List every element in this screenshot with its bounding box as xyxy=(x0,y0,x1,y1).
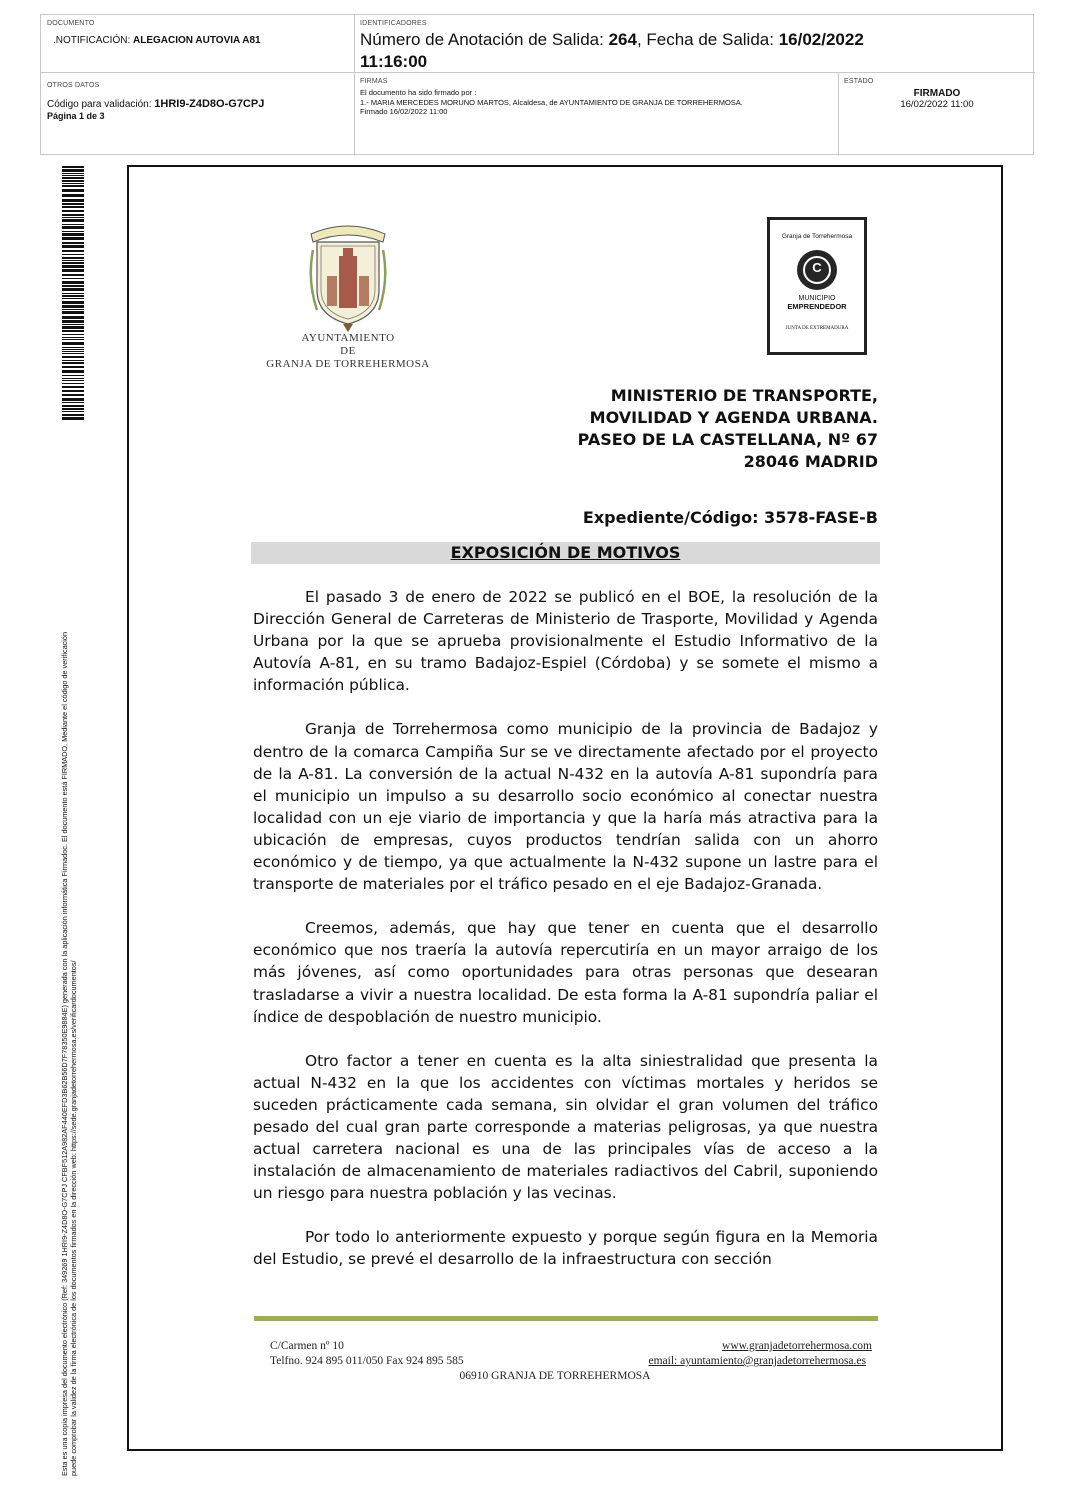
id-date: 16/02/2022 xyxy=(778,30,864,49)
barcode-bar xyxy=(62,375,84,376)
status-date: 16/02/2022 11:00 xyxy=(900,99,974,110)
barcode-bar xyxy=(62,370,84,373)
barcode-bar xyxy=(62,177,84,179)
barcode-bar xyxy=(62,260,84,261)
barcode-bar xyxy=(62,309,84,310)
barcode-bar xyxy=(62,245,84,248)
barcode-bar xyxy=(62,311,84,314)
barcode-bar xyxy=(62,394,84,396)
footer-email-link[interactable]: email: ayuntamiento@granjadetorrehermosa.es xyxy=(648,1355,866,1367)
footer-website-link[interactable]: www.granjadetorrehermosa.com xyxy=(722,1340,872,1352)
footer-row-2 xyxy=(270,1354,880,1369)
barcode-bar xyxy=(62,295,84,297)
status-value: FIRMADO xyxy=(913,88,961,99)
barcode-bar xyxy=(62,173,84,174)
footer-phone: Telfno. 924 895 011/050 Fax 924 895 585 xyxy=(270,1355,464,1367)
barcode-bar xyxy=(62,339,84,340)
barcode-bar xyxy=(62,324,84,325)
verification-side-text xyxy=(60,426,78,1476)
barcode-bar xyxy=(62,183,84,184)
footer-divider xyxy=(254,1316,878,1321)
barcode-bar xyxy=(62,206,84,208)
document-title xyxy=(53,35,348,46)
barcode-bar xyxy=(62,390,84,392)
id-time: 11:16:00 xyxy=(360,52,428,71)
signature-line-2: 1.- MARIA MERCEDES MORUNO MARTOS, Alcaldesa, de AYUNTAMIENTO DE GRANJA DE TORREHERMOSA. xyxy=(360,97,743,107)
barcode-bar xyxy=(62,203,84,205)
address-line-1: MINISTERIO DE TRANSPORTE, xyxy=(610,386,878,405)
barcode-bar xyxy=(62,199,84,202)
address-line-2: MOVILIDAD Y AGENDA URBANA. xyxy=(589,408,878,427)
barcode-bar xyxy=(62,360,84,361)
barcode-bar xyxy=(62,185,84,187)
barcode-bar xyxy=(62,305,84,308)
barcode-bar xyxy=(62,250,84,252)
footer-row-1 xyxy=(270,1339,880,1354)
barcode-bar xyxy=(62,175,84,176)
barcode-bar xyxy=(62,237,84,240)
barcode-bar xyxy=(62,269,84,272)
barcode-bar xyxy=(62,408,84,410)
barcode-bar xyxy=(62,231,84,232)
logo-text-line-3: GRANJA DE TORREHERMOSA xyxy=(266,358,430,370)
paragraph-3: Creemos, además, que hay que tener en cuenta que el desarrollo económico que nos traería la autovía repercutiría en un mayor arraigo de los más jóvenes, así como oportunidades para otras personas que desearan trasladarse a vivir a nuestra localidad. De esta forma la A-81 supondría paliar el índice de despoblación de nuestro municipio. xyxy=(253,919,878,1026)
id-prefix: Número de Anotación de Salida: xyxy=(360,30,604,49)
otros-datos-label: OTROS DATOS xyxy=(47,82,100,89)
barcode-bar xyxy=(62,316,84,319)
barcode-bar xyxy=(62,334,84,335)
barcode-bar xyxy=(62,281,84,284)
barcode-bar xyxy=(62,362,84,364)
barcode-bar xyxy=(62,398,84,401)
barcode-bar xyxy=(62,383,84,384)
badge-line-1: MUNICIPIO xyxy=(798,295,836,302)
barcode-bar xyxy=(62,386,84,388)
paragraph-4: Otro factor a tener en cuenta es la alta siniestralidad que presenta la actual N-432 en la que los accidentes con víctimas mortales y heridos se suceden prácticamente cada semana, sin olvidar el gran volumen del tráfico pesado del cual gran parte corresponde a materias peligrosas, ya que nuestra actual carretera nacional es una de las principales vías de acceso a la instalación de almacenamiento de materiales radiactivos del Cabril, suponiendo un riesgo para nuestra población y las vecinas. xyxy=(253,1051,878,1203)
registration-identifier xyxy=(360,29,1030,73)
barcode-bar xyxy=(62,189,84,192)
section-title: EXPOSICIÓN DE MOTIVOS xyxy=(450,543,681,562)
barcode-bar xyxy=(62,411,84,412)
barcode-bar xyxy=(62,166,84,168)
barcode-bar xyxy=(62,288,84,291)
coat-of-arms-icon xyxy=(303,220,393,332)
barcode-bar xyxy=(62,285,84,287)
badge-line-3: JUNTA DE EXTREMADURA xyxy=(785,326,849,331)
recipient-address xyxy=(520,385,878,473)
barcode-bar xyxy=(62,380,84,381)
barcode-bar xyxy=(62,242,84,244)
barcode-bar xyxy=(62,414,84,416)
barcode-bar xyxy=(62,226,84,229)
documento-label: DOCUMENTO xyxy=(47,20,95,27)
barcode-bar xyxy=(62,217,84,218)
barcode-bar xyxy=(62,265,84,268)
logo-text-line-2: DE xyxy=(340,345,356,357)
barcode-bar xyxy=(62,233,84,236)
barcode-bar xyxy=(62,351,84,352)
document-header-table xyxy=(40,14,1034,155)
paragraph-1: El pasado 3 de enero de 2022 se publicó en el BOE, la resolución de la Dirección General de Carreteras de Ministerio de Trasporte, Movilidad y Agenda Urbana por la que se aprueba provisionalmente el Estudio Informativo de la Autovía A-81, en su tramo Badajoz-Espiel (Córdoba) y se somete el mismo a información pública. xyxy=(253,588,878,695)
emprendedor-logo-icon xyxy=(797,250,837,290)
barcode-bar xyxy=(62,278,84,279)
validation-code xyxy=(47,98,348,110)
signature-details xyxy=(360,88,833,117)
barcode-bar xyxy=(62,254,84,255)
firmas-label: FIRMAS xyxy=(360,78,388,85)
barcode-bar xyxy=(62,320,84,323)
firmas-cell xyxy=(355,73,839,156)
footer-address: C/Carmen nº 10 xyxy=(270,1340,344,1352)
barcode-bar xyxy=(62,337,84,338)
document-title-prefix: .NOTIFICACIÓN: xyxy=(53,35,131,46)
document-title-value: ALEGACION AUTOVIA A81 xyxy=(133,35,261,46)
badge-line-2: EMPRENDEDOR xyxy=(787,302,847,311)
side-text-line-1: Esta es una copia impresa del documento electrónico (Ref: 349269 1HRI9-Z4D8O-G7CPJ CFBF512A982AF440EFD3B62B56D7F78350E9884E) generada con la aplicación informática Firmadoc. El documento está FIRMADO. Mediante el código de verificación xyxy=(60,631,69,1476)
barcode-bar xyxy=(62,417,84,420)
otros-datos-cell xyxy=(41,73,355,156)
identificadores-cell xyxy=(355,15,1035,73)
signature-line-3: Firmado 16/02/2022 11:00 xyxy=(360,107,448,116)
barcode-bar xyxy=(62,342,84,345)
documento-cell xyxy=(41,15,355,73)
barcode-bar xyxy=(62,169,84,172)
page-info: Página 1 de 3 xyxy=(47,111,105,121)
address-line-4: 28046 MADRID xyxy=(743,452,878,471)
barcode-bar xyxy=(62,219,84,222)
barcode-bar xyxy=(62,349,84,350)
barcode-bar xyxy=(62,274,84,276)
barcode-bar xyxy=(62,293,84,294)
validation-prefix: Código para validación: xyxy=(47,99,152,110)
barcode-bar xyxy=(62,366,84,368)
status-block xyxy=(844,88,1030,110)
validation-code-value: 1HRI9-Z4D8O-G7CPJ xyxy=(154,98,265,110)
barcode-bar xyxy=(62,402,84,403)
signature-line-1: El documento ha sido firmado por : xyxy=(360,88,477,97)
barcode-bar xyxy=(62,353,84,354)
town-hall-logo xyxy=(258,220,438,380)
verification-barcode xyxy=(62,166,84,420)
id-mid: , Fecha de Salida: xyxy=(636,30,774,49)
barcode-bar xyxy=(62,262,84,264)
letter-footer xyxy=(270,1339,880,1384)
badge-town-name: Granja de Torrehermosa xyxy=(781,233,853,240)
paragraph-2: Granja de Torrehermosa como municipio de la provincia de Badajoz y dentro de la comarca Campiña Sur se ve directamente afectado por el proyecto de la A-81. La conversión de la actual N-432 en la autovía A-81 supondría para el municipio un impulso a su desarrollo socio económico al conectar nuestra localidad con un eje viario de importancia y que la haría más atractiva para la ubicación de empresas, cuyos productos tendrían salida con un ahorro económico y de tiempo, ya que actualmente la N-432 supone un lastre para el transporte de materiales por el tráfico pesado en el eje Badajoz-Granada. xyxy=(253,720,878,894)
barcode-bar xyxy=(62,194,84,197)
footer-postal: 06910 GRANJA DE TORREHERMOSA xyxy=(459,1370,651,1382)
barcode-bar xyxy=(62,330,84,332)
barcode-bar xyxy=(62,257,84,259)
barcode-bar xyxy=(62,378,84,379)
identificadores-label: IDENTIFICADORES xyxy=(360,20,427,27)
side-text-line-2: puede comprobar la validez de la firma electrónica de los documentos firmados en la dirección web: https://sede.granjadetorrehermosa.es/verificardocumentos/ xyxy=(69,960,78,1476)
expediente-code: Expediente/Código: 3578-FASE-B xyxy=(582,508,878,527)
barcode-bar xyxy=(62,180,84,182)
barcode-bar xyxy=(62,224,84,225)
barcode-bar xyxy=(62,347,84,348)
barcode-bar xyxy=(62,405,84,407)
address-line-3: PASEO DE LA CASTELLANA, Nº 67 xyxy=(577,430,878,449)
barcode-bar xyxy=(62,210,84,212)
letter-body xyxy=(253,586,878,1293)
barcode-bar xyxy=(62,301,84,304)
id-number: 264 xyxy=(608,30,637,49)
barcode-bar xyxy=(62,298,84,299)
barcode-bar xyxy=(62,356,84,358)
municipio-emprendedor-badge xyxy=(767,217,867,355)
logo-text-line-1: AYUNTAMIENTO xyxy=(301,332,395,344)
estado-label: ESTADO xyxy=(844,78,874,85)
barcode-bar xyxy=(62,326,84,329)
estado-cell xyxy=(839,73,1035,156)
paragraph-5: Por todo lo anteriormente expuesto y porque según figura en la Memoria del Estudio, se prevé el desarrollo de la infraestructura con sección xyxy=(253,1228,878,1269)
barcode-bar xyxy=(62,214,84,216)
